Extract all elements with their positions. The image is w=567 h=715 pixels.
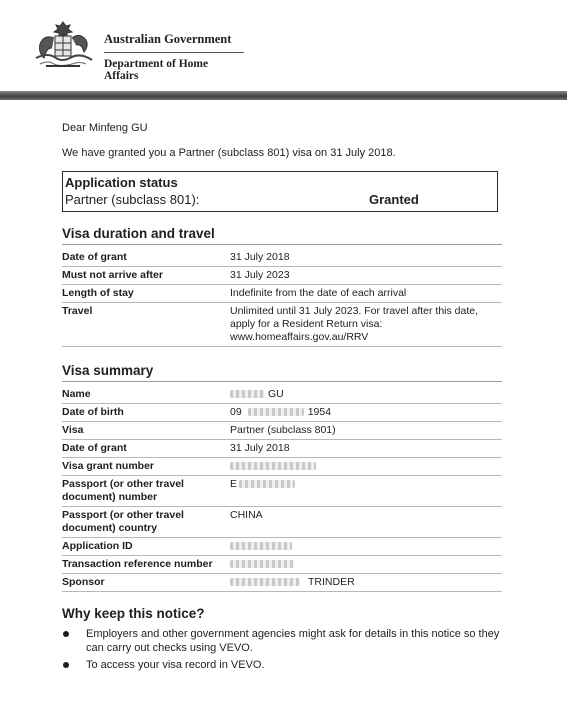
table-row: Length of stay Indefinite from the date of each arrival (62, 285, 502, 303)
visa-summary-table (62, 386, 502, 592)
table-row: Date of grant 31 July 2018 (62, 249, 502, 267)
table-row: Travel Unlimited until 31 July 2023. For travel after this date, apply for a Resident Return visa: www.homeaffairs.gov.au/RRV (62, 303, 502, 347)
application-status-box (62, 171, 498, 212)
table-row: Date of birth 09 1954 (62, 404, 502, 422)
table-row: Visa grant number (62, 458, 502, 476)
section-heading-why: Why keep this notice? (62, 606, 205, 621)
redacted-text (230, 578, 300, 586)
visa-duration-table (62, 249, 502, 347)
letter-body (62, 122, 502, 675)
table-row: Passport (or other travel document) country CHINA (62, 507, 502, 538)
table-row: Visa Partner (subclass 801) (62, 422, 502, 440)
grant-statement: We have granted you a Partner (subclass 801) visa on 31 July 2018. (62, 147, 396, 159)
redacted-text (248, 408, 304, 416)
bullet-icon (63, 662, 69, 668)
redacted-text (230, 542, 292, 550)
list-item: Employers and other government agencies might ask for details in this notice so they can carry out checks using VEVO. (62, 627, 502, 655)
status-value: Granted (369, 192, 419, 207)
government-name: Australian Government (104, 32, 244, 53)
redacted-text (230, 462, 316, 470)
table-row: Application ID (62, 538, 502, 556)
table-row: Name GU (62, 386, 502, 404)
status-title: Application status (65, 175, 178, 190)
why-list (62, 627, 502, 672)
bullet-icon (63, 631, 69, 637)
redacted-text (239, 480, 295, 488)
header-rule (0, 91, 567, 100)
status-label: Partner (subclass 801): (65, 192, 200, 207)
coat-of-arms-icon (28, 16, 98, 72)
section-heading-duration: Visa duration and travel (62, 226, 502, 245)
table-row: Transaction reference number (62, 556, 502, 574)
redacted-text (230, 560, 294, 568)
department-name: Department of Home Affairs (104, 58, 209, 82)
table-row: Date of grant 31 July 2018 (62, 440, 502, 458)
table-row: Passport (or other travel document) number E (62, 476, 502, 507)
redacted-text (230, 390, 264, 398)
table-row: Must not arrive after 31 July 2023 (62, 267, 502, 285)
greeting: Dear Minfeng GU (62, 122, 148, 134)
list-item: To access your visa record in VEVO. (62, 658, 502, 672)
table-row: Sponsor TRINDER (62, 574, 502, 592)
section-heading-summary: Visa summary (62, 363, 502, 382)
letterhead (0, 0, 567, 104)
